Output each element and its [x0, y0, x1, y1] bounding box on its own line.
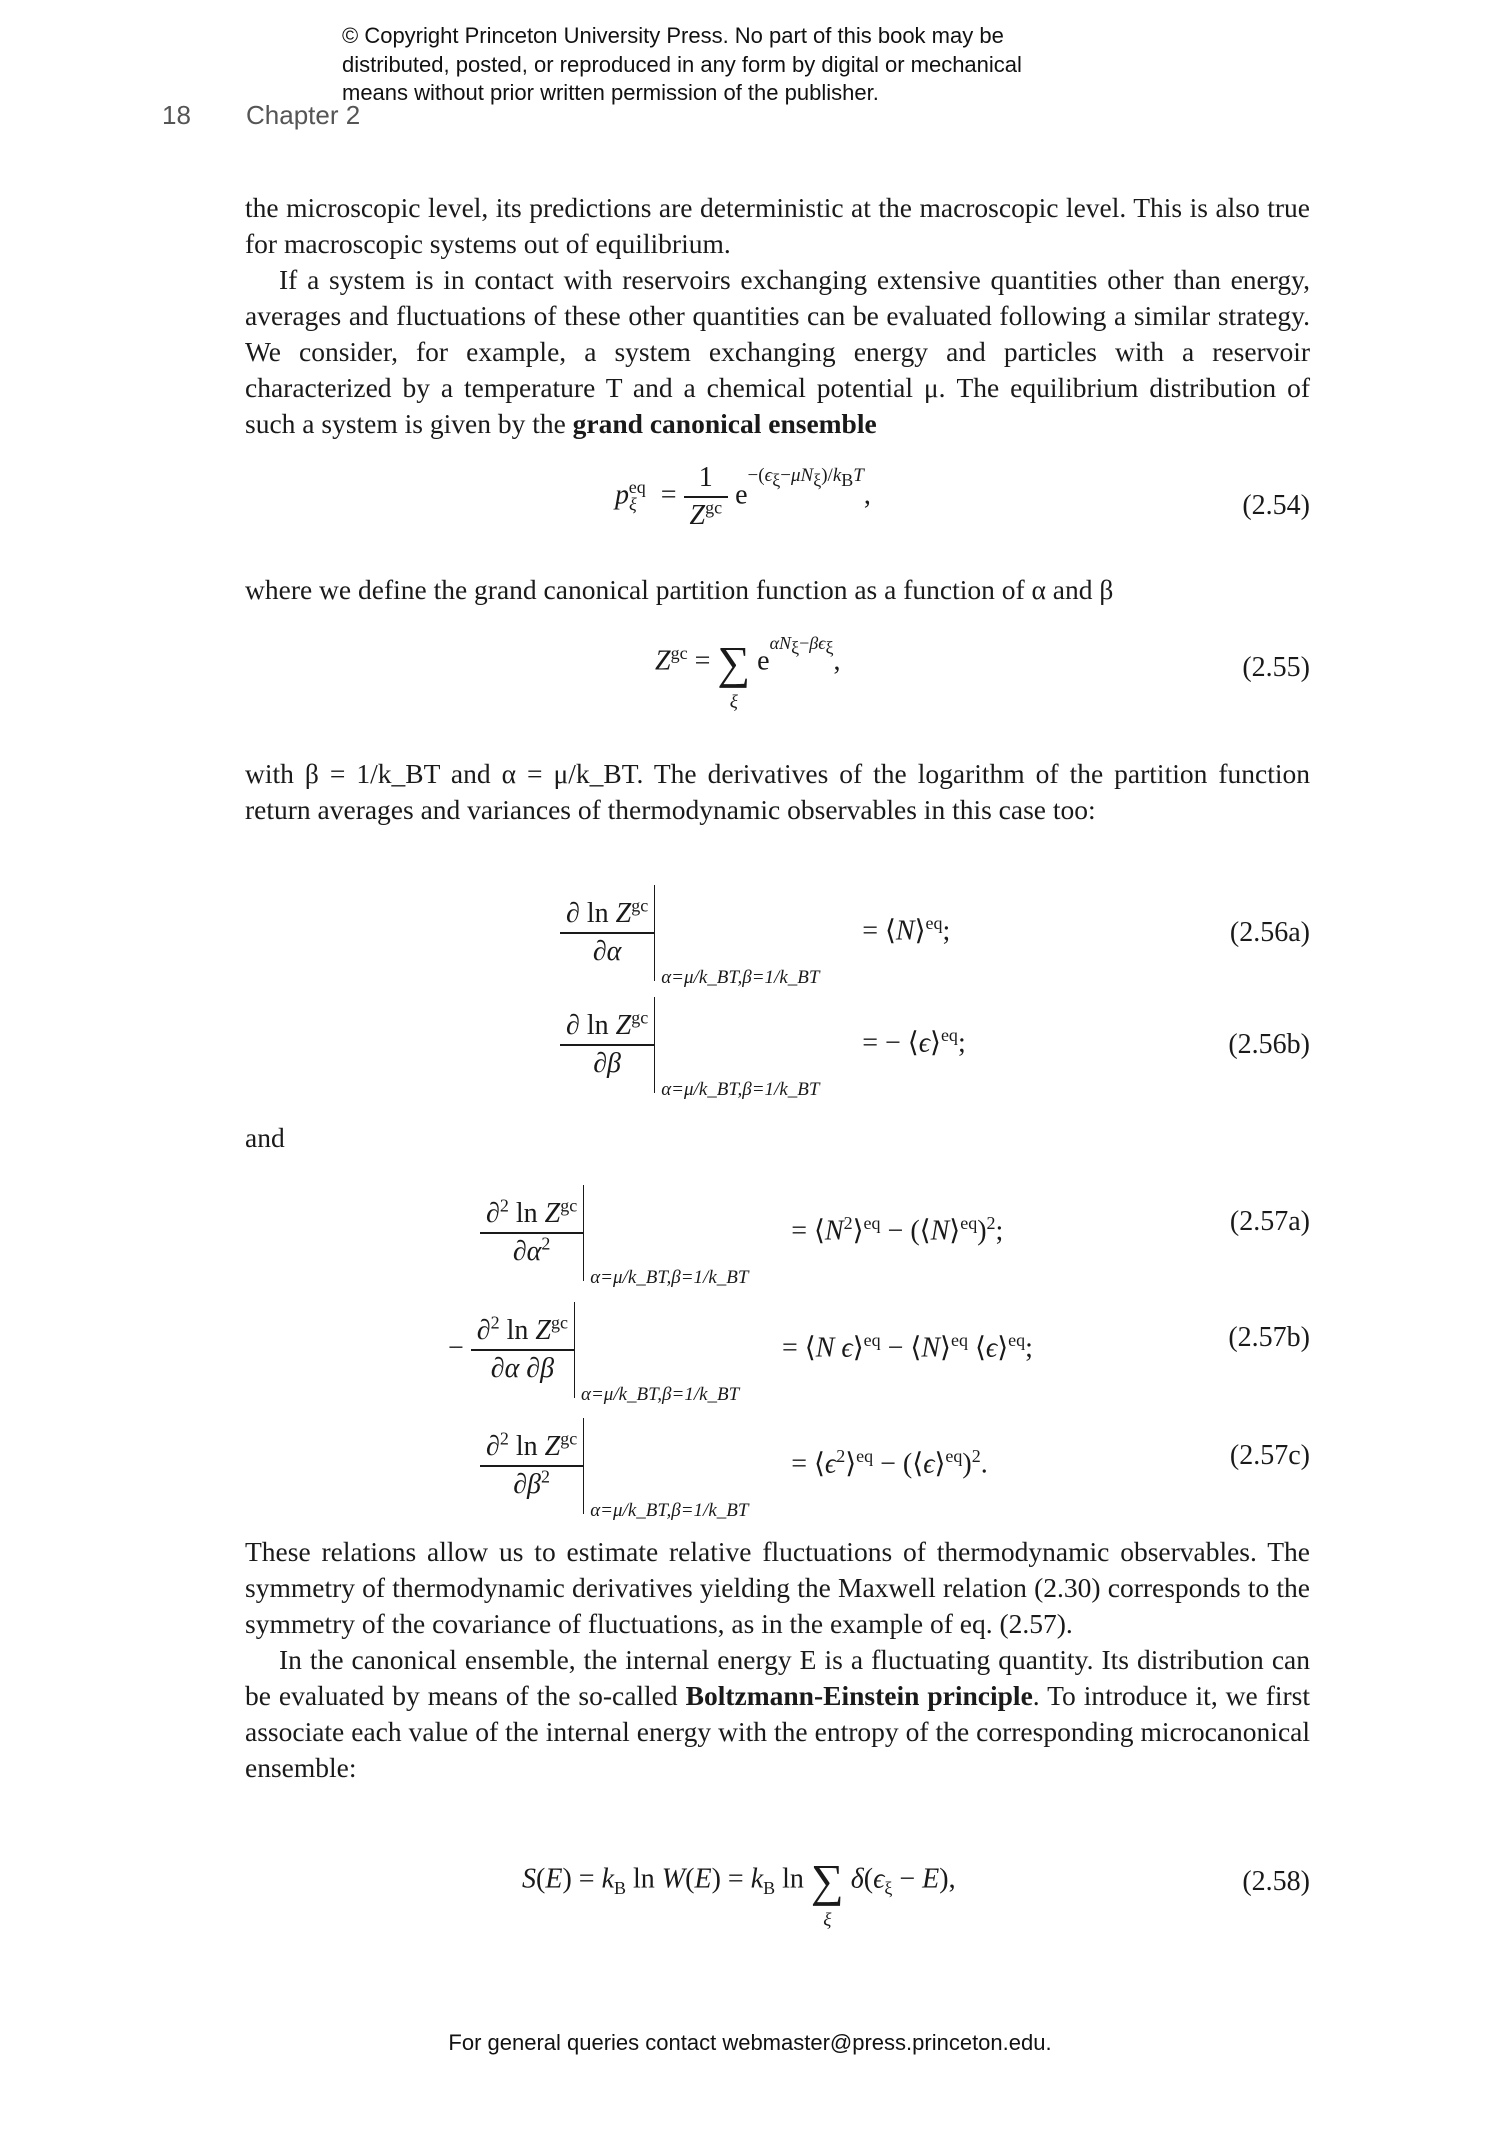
- equation-number: (2.57b): [1228, 1322, 1310, 1353]
- equation-number: (2.57a): [1229, 1206, 1310, 1237]
- equation-2-58: $S(E) = k_B$ $\ln W(E) = k_B$ ln ∑ ξ $\delta(\epsilon_\xi - E)$,: [522, 1855, 956, 1931]
- page-number: 18: [162, 100, 191, 130]
- running-head: [162, 100, 360, 131]
- paragraph-block-2: [245, 1534, 1310, 1786]
- copyright-notice: [342, 22, 1102, 108]
- evaluation-condition: α=μ/k_BT,β=1/k_BT: [661, 1079, 820, 1100]
- evaluation-condition: α=μ/k_BT,β=1/k_BT: [590, 1267, 749, 1288]
- equation-number: (2.54): [1242, 490, 1310, 521]
- equation-2-56a: $\frac{\partial \ln Z^{gc}}{\partial\alpha}$ α=μ/k_BT,β=1/k_BT = ⟨N⟩$^{eq}$;: [560, 885, 950, 981]
- copyright-line: © Copyright Princeton University Press. No part of this book may be: [342, 23, 1004, 48]
- paragraph: with β = 1/k_BT and α = μ/k_BT. The derivatives of the logarithm of the partition function return averages and variances of thermodynamic observables in this case too:: [245, 758, 1310, 825]
- equation-2-54: $p_\xi^{eq}$ = $\frac{1}{Z^{gc}}$ $e^{-(\epsilon_\xi-\mu N_\xi)/k_BT}$,: [615, 462, 871, 531]
- evaluation-condition: α=μ/k_BT,β=1/k_BT: [661, 967, 820, 988]
- paragraph: where we define the grand canonical partition function as a function of α and β: [245, 574, 1114, 605]
- equation-number: (2.56a): [1229, 917, 1310, 948]
- paragraph: the microscopic level, its predictions are deterministic at the macroscopic level. This is also true for macroscopic systems out of equilibrium.: [245, 192, 1310, 259]
- evaluation-condition: α=μ/k_BT,β=1/k_BT: [590, 1500, 749, 1521]
- equation-2-57a: $\frac{\partial^2 \ln Z^{gc}}{\partial\alpha^2}$ α=μ/k_BT,β=1/k_BT = $⟨N^2⟩^{eq}$ − (⟨N⟩$^{eq}$)$^2$;: [480, 1185, 1003, 1281]
- paragraph: These relations allow us to estimate relative fluctuations of thermodynamic observables. The symmetry of thermodynamic derivatives yielding the Maxwell relation (2.30) corresponds to the symmetry of the covariance of fluctuations, as in the example of eq. (2.57).: [245, 1536, 1310, 1639]
- chapter-label: Chapter 2: [246, 100, 361, 130]
- equation-2-55: $Z^{gc}$ = ∑ ξ $e^{\alpha N_\xi-\beta\epsilon_\xi}$,: [655, 633, 841, 713]
- paragraph-block-1: [245, 190, 1310, 442]
- paragraph: If a system is in contact with reservoirs exchanging extensive quantities other than energy, averages and fluctuations of these other quantities can be evaluated following a similar strategy. We consider, for example, a system exchanging energy and particles with a reservoir characterized by a temperature T and a chemical potential μ. The equilibrium distribution of such a system is given by the grand canonical ensemble: [245, 264, 1310, 439]
- equation-2-57b: − $\frac{\partial^2 \ln Z^{gc}}{\partial\alpha \partial\beta}$ α=μ/k_BT,β=1/k_BT = ⟨N ϵ⟩$^{eq}$ − ⟨N⟩$^{eq}$ ⟨ϵ⟩$^{eq}$;: [448, 1302, 1033, 1398]
- equation-number: (2.58): [1242, 1866, 1310, 1897]
- copyright-line: distributed, posted, or reproduced in any form by digital or mechanical: [342, 51, 1022, 77]
- term-grand-canonical-ensemble: grand canonical ensemble: [572, 408, 877, 439]
- equation-number: (2.56b): [1228, 1029, 1310, 1060]
- copyright-line: means without prior written permission of the publisher.: [342, 80, 879, 105]
- connector-and: and: [245, 1122, 285, 1153]
- equation-number: (2.57c): [1229, 1440, 1310, 1471]
- equation-2-57c: $\frac{\partial^2 \ln Z^{gc}}{\partial\beta^2}$ α=μ/k_BT,β=1/k_BT = $⟨\epsilon^2⟩^{eq}$ − (⟨ϵ⟩$^{eq}$)$^2$.: [480, 1418, 988, 1514]
- term-boltzmann-einstein-principle: Boltzmann-Einstein principle: [685, 1680, 1033, 1711]
- equation-2-56b: $\frac{\partial \ln Z^{gc}}{\partial\beta}$ α=μ/k_BT,β=1/k_BT = − ⟨ϵ⟩$^{eq}$;: [560, 997, 966, 1093]
- footer-contact: For general queries contact webmaster@press.princeton.edu.: [448, 2030, 1052, 2055]
- paragraph: In the canonical ensemble, the internal energy E is a fluctuating quantity. Its distribution can be evaluated by means of the so-called Boltzmann-Einstein principle. To introduce it, we first associate each value of the internal energy with the entropy of the corresponding microcanonical ensemble:: [245, 1644, 1310, 1783]
- evaluation-condition: α=μ/k_BT,β=1/k_BT: [581, 1384, 740, 1405]
- equation-number: (2.55): [1242, 652, 1310, 683]
